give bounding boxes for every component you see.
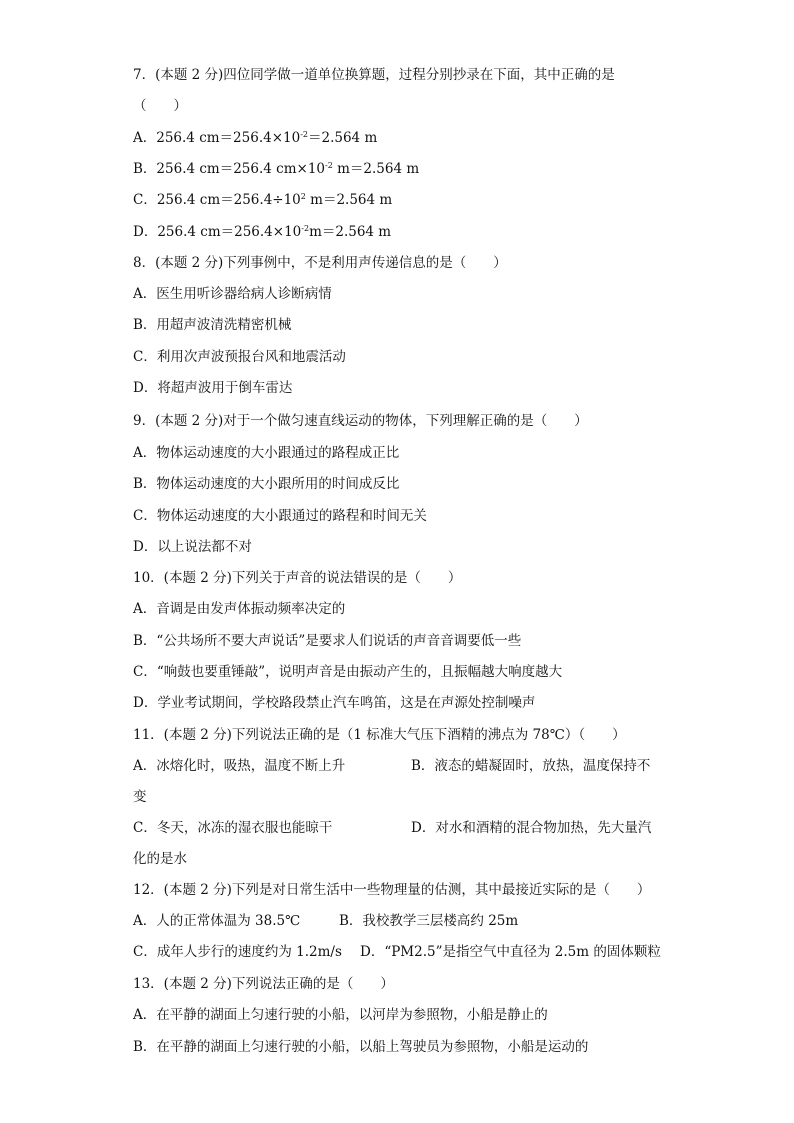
question-11-stem: 11．(本题 2 分)下列说法正确的是（1 标准大气压下酒精的沸点为 78℃）（ ） (133, 727, 626, 743)
question-7-option-a: A．256.4 $cm=256.4\times 10^{-2}=2.564$ m (133, 130, 378, 146)
question-7-blank: （ ） (133, 98, 187, 114)
question-13-option-a: A．在平静的湖面上匀速行驶的小船，以河岸为参照物，小船是静止的 (133, 1007, 548, 1023)
question-12-option-b: B．我校教学三层楼高约 25m (339, 913, 519, 929)
question-9-option-c: C．物体运动速度的大小跟通过的路程和时间无关 (133, 508, 427, 524)
question-11-option-d-continued: 化的是水 (133, 851, 187, 867)
question-11-option-c: C．冬天，冰冻的湿衣服也能晾干 (133, 820, 333, 836)
question-13-option-b: B．在平静的湖面上匀速行驶的小船，以船上驾驶员为参照物，小船是运动的 (133, 1039, 589, 1055)
question-8-option-b: B．用超声波清洗精密机械 (133, 317, 292, 333)
question-10-option-b: B．“公共场所不要大声说话”是要求人们说话的声音音调要低一些 (133, 633, 522, 649)
question-9-stem: 9．(本题 2 分)对于一个做匀速直线运动的物体，下列理解正确的是（ ） (133, 413, 588, 429)
question-7-stem: 7．(本题 2 分)四位同学做一道单位换算题，过程分别抄录在下面，其中正确的是 (133, 67, 615, 83)
question-12-stem: 12．(本题 2 分)下列是对日常生活中一些物理量的估测，其中最接近实际的是（ ） (133, 882, 651, 898)
question-11-option-d: D．对水和酒精的混合物加热，先大量汽 (411, 820, 652, 836)
question-9-option-b: B．物体运动速度的大小跟所用的时间成反比 (133, 476, 400, 492)
question-12-option-c: C．成年人步行的速度约为 1.2m/s (133, 944, 342, 960)
question-7-option-d: D．256.4 $cm=256.4\times 10^{-2}m=2.564$ m (133, 224, 392, 240)
question-11-option-b-continued: 变 (133, 789, 147, 805)
question-9-option-d: D．以上说法都不对 (133, 539, 252, 555)
question-8-option-c: C．利用次声波预报台风和地震活动 (133, 349, 346, 365)
question-7-option-c: C．256.4 $cm=256.4\div 10^2$ m＝2.564 m (133, 192, 393, 208)
question-13-stem: 13．(本题 2 分)下列说法正确的是（ ） (133, 976, 394, 992)
question-10-option-c: C．“响鼓也要重锤敲”，说明声音是由振动产生的，且振幅越大响度越大 (133, 664, 563, 680)
question-7-option-b: B．256.4 cm＝256.4 $cm\times 10^{-2}$ m＝2.564 m (133, 161, 420, 177)
question-9-option-a: A．物体运动速度的大小跟通过的路程成正比 (133, 445, 400, 461)
question-10-stem: 10．(本题 2 分)下列关于声音的说法错误的是（ ） (133, 570, 462, 586)
question-8-stem: 8．(本题 2 分)下列事例中，不是利用声传递信息的是（ ） (133, 255, 507, 271)
question-10-option-d: D．学业考试期间，学校路段禁止汽车鸣笛，这是在声源处控制噪声 (133, 695, 536, 711)
question-8-option-d: D．将超声波用于倒车雷达 (133, 380, 293, 396)
question-12-option-a: A．人的正常体温为 38.5℃ (133, 913, 301, 929)
question-10-option-a: A．音调是由发声体振动频率决定的 (133, 601, 346, 617)
question-11-option-b: B．液态的蜡凝固时，放热，温度保持不 (411, 758, 651, 774)
question-12-option-d: D．“PM2.5”是指空气中直径为 2.5m 的固体颗粒 (360, 944, 661, 960)
question-11-option-a: A．冰熔化时，吸热，温度不断上升 (133, 758, 346, 774)
question-8-option-a: A．医生用听诊器给病人诊断病情 (133, 286, 332, 302)
